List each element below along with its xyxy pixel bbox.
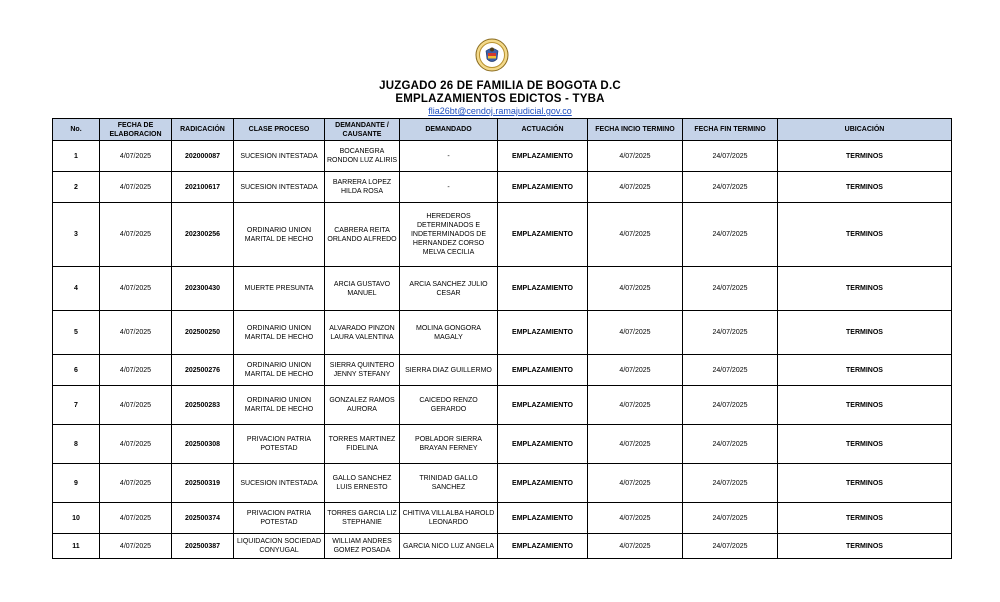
col-demandado-cell: TRINIDAD GALLO SANCHEZ: [400, 464, 498, 503]
col-actuacion-cell: EMPLAZAMIENTO: [498, 355, 588, 386]
col-radicacion-cell: 202300256: [172, 203, 234, 267]
col-radicacion-cell: 202500374: [172, 503, 234, 534]
col-clase-proceso-cell: SUCESION INTESTADA: [234, 172, 325, 203]
col-no-cell: 3: [53, 203, 100, 267]
table-row: [53, 311, 952, 355]
col-fecha-inicio-cell: 4/07/2025: [588, 172, 683, 203]
col-no-header: No.: [53, 119, 100, 141]
col-ubicacion-cell: TERMINOS: [778, 267, 952, 311]
col-fecha-fin-cell: 24/07/2025: [683, 425, 778, 464]
table-header-row: [53, 119, 952, 141]
col-fecha-fin-cell: 24/07/2025: [683, 267, 778, 311]
col-radicacion-cell: 202100617: [172, 172, 234, 203]
col-fecha-inicio-header: FECHA INCIO TERMINO: [588, 119, 683, 141]
col-ubicacion-cell: TERMINOS: [778, 464, 952, 503]
col-fecha-fin-cell: 24/07/2025: [683, 503, 778, 534]
col-fecha-inicio-cell: 4/07/2025: [588, 141, 683, 172]
col-no-cell: 9: [53, 464, 100, 503]
col-actuacion-cell: EMPLAZAMIENTO: [498, 534, 588, 559]
col-radicacion-cell: 202500276: [172, 355, 234, 386]
document-subtitle: EMPLAZAMIENTOS EDICTOS - TYBA: [395, 93, 605, 105]
col-demandante-cell: GALLO SANCHEZ LUIS ERNESTO: [325, 464, 400, 503]
col-demandante-cell: BOCANEGRA RONDON LUZ ALIRIS: [325, 141, 400, 172]
col-fecha-elaboracion-cell: 4/07/2025: [100, 534, 172, 559]
col-clase-proceso-cell: ORDINARIO UNION MARITAL DE HECHO: [234, 311, 325, 355]
col-actuacion-cell: EMPLAZAMIENTO: [498, 503, 588, 534]
table-row: [53, 267, 952, 311]
col-demandado-cell: MOLINA GONGORA MAGALY: [400, 311, 498, 355]
col-radicacion-cell: 202500387: [172, 534, 234, 559]
col-demandado-cell: CHITIVA VILLALBA HAROLD LEONARDO: [400, 503, 498, 534]
col-actuacion-header: ACTUACIÓN: [498, 119, 588, 141]
col-actuacion-cell: EMPLAZAMIENTO: [498, 172, 588, 203]
col-radicacion-cell: 202500283: [172, 386, 234, 425]
col-ubicacion-header: UBICACIÓN: [778, 119, 952, 141]
col-fecha-elaboracion-cell: 4/07/2025: [100, 425, 172, 464]
col-demandado-cell: HEREDEROS DETERMINADOS E INDETERMINADOS DE HERNANDEZ CORSO MELVA CECILIA: [400, 203, 498, 267]
col-demandado-cell: GARCIA NICO LUZ ANGELA: [400, 534, 498, 559]
col-demandante-cell: ALVARADO PINZON LAURA VALENTINA: [325, 311, 400, 355]
col-actuacion-cell: EMPLAZAMIENTO: [498, 311, 588, 355]
col-fecha-inicio-cell: 4/07/2025: [588, 355, 683, 386]
col-clase-proceso-cell: LIQUIDACION SOCIEDAD CONYUGAL: [234, 534, 325, 559]
col-no-cell: 6: [53, 355, 100, 386]
col-fecha-inicio-cell: 4/07/2025: [588, 311, 683, 355]
col-radicacion-header: RADICACIÓN: [172, 119, 234, 141]
col-radicacion-cell: 202000087: [172, 141, 234, 172]
col-radicacion-cell: 202500319: [172, 464, 234, 503]
col-fecha-inicio-cell: 4/07/2025: [588, 503, 683, 534]
col-fecha-fin-cell: 24/07/2025: [683, 386, 778, 425]
col-fecha-elaboracion-header: FECHA DE ELABORACION: [100, 119, 172, 141]
col-demandado-header: DEMANDADO: [400, 119, 498, 141]
col-fecha-inicio-cell: 4/07/2025: [588, 534, 683, 559]
table-row: [53, 172, 952, 203]
col-no-cell: 11: [53, 534, 100, 559]
col-fecha-elaboracion-cell: 4/07/2025: [100, 267, 172, 311]
col-fecha-elaboracion-cell: 4/07/2025: [100, 464, 172, 503]
col-demandado-cell: SIERRA DIAZ GUILLERMO: [400, 355, 498, 386]
table-row: [53, 534, 952, 559]
col-clase-proceso-cell: SUCESION INTESTADA: [234, 141, 325, 172]
col-no-cell: 7: [53, 386, 100, 425]
col-ubicacion-cell: TERMINOS: [778, 503, 952, 534]
col-fecha-elaboracion-cell: 4/07/2025: [100, 203, 172, 267]
col-actuacion-cell: EMPLAZAMIENTO: [498, 464, 588, 503]
col-no-cell: 1: [53, 141, 100, 172]
table-row: [53, 464, 952, 503]
col-fecha-fin-cell: 24/07/2025: [683, 355, 778, 386]
col-actuacion-cell: EMPLAZAMIENTO: [498, 267, 588, 311]
col-demandado-cell: CAICEDO RENZO GERARDO: [400, 386, 498, 425]
table-row: [53, 203, 952, 267]
col-clase-proceso-cell: SUCESION INTESTADA: [234, 464, 325, 503]
col-ubicacion-cell: TERMINOS: [778, 355, 952, 386]
col-demandante-cell: WILLIAM ANDRES GOMEZ POSADA: [325, 534, 400, 559]
col-actuacion-cell: EMPLAZAMIENTO: [498, 203, 588, 267]
col-fecha-inicio-cell: 4/07/2025: [588, 386, 683, 425]
col-fecha-fin-cell: 24/07/2025: [683, 172, 778, 203]
col-clase-proceso-cell: MUERTE PRESUNTA: [234, 267, 325, 311]
col-ubicacion-cell: TERMINOS: [778, 172, 952, 203]
col-fecha-inicio-cell: 4/07/2025: [588, 464, 683, 503]
col-fecha-inicio-cell: 4/07/2025: [588, 425, 683, 464]
col-ubicacion-cell: TERMINOS: [778, 425, 952, 464]
col-clase-proceso-cell: PRIVACION PATRIA POTESTAD: [234, 425, 325, 464]
col-demandado-cell: -: [400, 172, 498, 203]
col-actuacion-cell: EMPLAZAMIENTO: [498, 141, 588, 172]
col-clase-proceso-cell: PRIVACION PATRIA POTESTAD: [234, 503, 325, 534]
col-fecha-elaboracion-cell: 4/07/2025: [100, 172, 172, 203]
table-row: [53, 355, 952, 386]
court-email-link[interactable]: flia26bt@cendoj.ramajudicial.gov.co: [428, 106, 572, 116]
col-actuacion-cell: EMPLAZAMIENTO: [498, 425, 588, 464]
col-fecha-fin-cell: 24/07/2025: [683, 203, 778, 267]
col-ubicacion-cell: TERMINOS: [778, 386, 952, 425]
col-clase-proceso-cell: ORDINARIO UNION MARITAL DE HECHO: [234, 355, 325, 386]
col-demandante-cell: GONZALEZ RAMOS AURORA: [325, 386, 400, 425]
col-fecha-fin-cell: 24/07/2025: [683, 141, 778, 172]
col-actuacion-cell: EMPLAZAMIENTO: [498, 386, 588, 425]
col-clase-proceso-cell: ORDINARIO UNION MARITAL DE HECHO: [234, 386, 325, 425]
col-fecha-inicio-cell: 4/07/2025: [588, 203, 683, 267]
col-fecha-elaboracion-cell: 4/07/2025: [100, 386, 172, 425]
col-fecha-elaboracion-cell: 4/07/2025: [100, 503, 172, 534]
col-radicacion-cell: 202500250: [172, 311, 234, 355]
col-fecha-elaboracion-cell: 4/07/2025: [100, 355, 172, 386]
col-demandante-cell: CABRERA REITA ORLANDO ALFREDO: [325, 203, 400, 267]
col-no-cell: 2: [53, 172, 100, 203]
table-row: [53, 503, 952, 534]
table-row: [53, 386, 952, 425]
col-fecha-fin-cell: 24/07/2025: [683, 534, 778, 559]
edicts-table: [52, 118, 952, 559]
col-no-cell: 4: [53, 267, 100, 311]
col-fecha-fin-cell: 24/07/2025: [683, 311, 778, 355]
table-row: [53, 141, 952, 172]
col-demandado-cell: POBLADOR SIERRA BRAYAN FERNEY: [400, 425, 498, 464]
col-demandado-cell: ARCIA SANCHEZ JULIO CESAR: [400, 267, 498, 311]
col-clase-proceso-header: CLASE PROCESO: [234, 119, 325, 141]
col-fecha-elaboracion-cell: 4/07/2025: [100, 311, 172, 355]
col-no-cell: 8: [53, 425, 100, 464]
col-ubicacion-cell: TERMINOS: [778, 203, 952, 267]
col-ubicacion-cell: TERMINOS: [778, 534, 952, 559]
col-clase-proceso-cell: ORDINARIO UNION MARITAL DE HECHO: [234, 203, 325, 267]
col-radicacion-cell: 202300430: [172, 267, 234, 311]
col-fecha-fin-header: FECHA FIN TERMINO: [683, 119, 778, 141]
col-demandante-cell: ARCIA GUSTAVO MANUEL: [325, 267, 400, 311]
col-ubicacion-cell: TERMINOS: [778, 141, 952, 172]
col-demandante-cell: TORRES GARCIA LIZ STEPHANIE: [325, 503, 400, 534]
col-fecha-fin-cell: 24/07/2025: [683, 464, 778, 503]
table-row: [53, 425, 952, 464]
col-no-cell: 5: [53, 311, 100, 355]
col-no-cell: 10: [53, 503, 100, 534]
col-demandante-cell: SIERRA QUINTERO JENNY STEFANY: [325, 355, 400, 386]
col-fecha-inicio-cell: 4/07/2025: [588, 267, 683, 311]
col-fecha-elaboracion-cell: 4/07/2025: [100, 141, 172, 172]
col-demandante-header: DEMANDANTE / CAUSANTE: [325, 119, 400, 141]
col-ubicacion-cell: TERMINOS: [778, 311, 952, 355]
col-radicacion-cell: 202500308: [172, 425, 234, 464]
col-demandante-cell: TORRES MARTINEZ FIDELINA: [325, 425, 400, 464]
col-demandante-cell: BARRERA LOPEZ HILDA ROSA: [325, 172, 400, 203]
col-demandado-cell: -: [400, 141, 498, 172]
court-title: JUZGADO 26 DE FAMILIA DE BOGOTA D.C: [379, 80, 621, 92]
court-seal-icon: [475, 38, 509, 72]
